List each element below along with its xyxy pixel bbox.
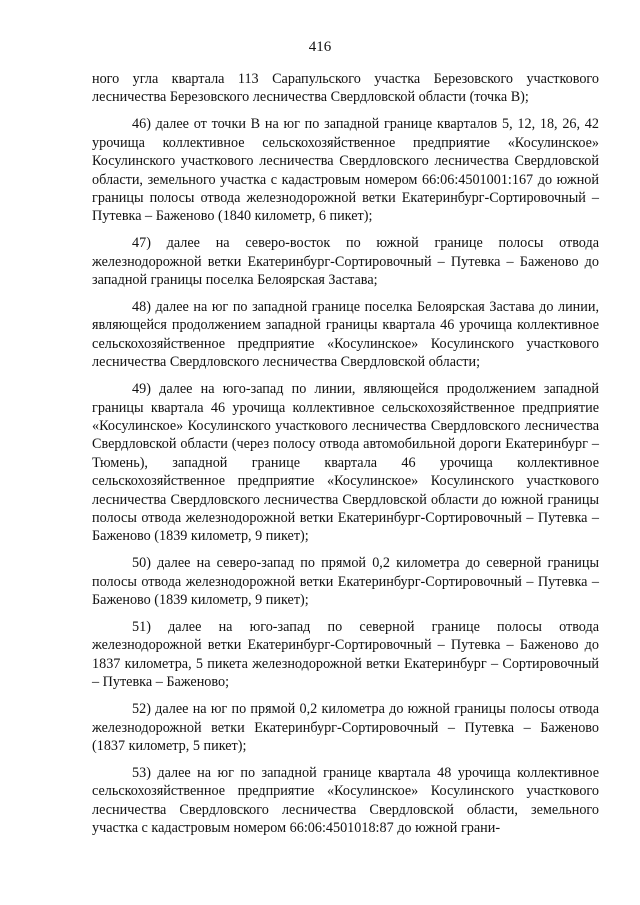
paragraph-50: 50) далее на северо-запад по прямой 0,2 километра до северной границы полосы отвода железнодорожной ветки Екатеринбург-Сортировочный – Путевка – Баженово (1839 километр, 9 пикет);: [92, 555, 599, 609]
paragraph-52: 52) далее на юг по прямой 0,2 километра до южной границы полосы отвода железнодорожной ветки Екатеринбург-Сортировочный – Путевка – Баженово (1837 километр, 5 пикет);: [92, 701, 599, 754]
paragraph-continuation: ного угла квартала 113 Сарапульского участка Березовского участкового лесничества Березовского лесничества Свердловской области (точка В);: [92, 71, 599, 106]
page-number: 416: [308, 39, 332, 55]
paragraph-53: 53) далее на юг по западной границе квартала 48 урочища коллективное сельскохозяйственное предприятие «Косулинское» Косулинского участкового лесничества Свердловского лесничества Свердловской области, земельного участка с кадастровым номером 66:06:4501018:87 до южной грани-: [92, 764, 599, 837]
paragraph-51: 51) далее на юго-запад по северной границе полосы отвода железнодорожной ветки Екатеринбург-Сортировочный – Путевка – Баженово до 1837 километра, 5 пикета железнодорожной ветки Екатеринбург – Сортировочный – Путевка – Баженово;: [92, 618, 599, 691]
paragraph-47: 47) далее на северо-восток по южной границе полосы отвода железнодорожной ветки Екатеринбург-Сортировочный – Путевка – Баженово до западной границы поселка Белоярская Застава;: [92, 235, 599, 289]
paragraph-48: 48) далее на юг по западной границе поселка Белоярская Застава до линии, являющейся продолжением западной границы квартала 46 урочища коллективное сельскохозяйственное предприятие «Косулинское» Косулинского участкового лесничества Свердловского лесничества Свердловской области;: [92, 298, 599, 371]
paragraph-46: 46) далее от точки В на юг по западной границе кварталов 5, 12, 18, 26, 42 урочища коллективное сельскохозяйственное предприятие «Косулинское» Косулинского участкового лесничества Свердловского лесничества Свердловской области, земельного участка с кадастровым номером 66:06:4501001:167 до южной границы полосы отвода железнодорожной ветки Екатеринбург-Сортировочный – Путевка – Баженово (1840 километр, 6 пикет);: [92, 116, 599, 225]
document-body: [92, 70, 599, 846]
paragraph-49: 49) далее на юго-запад по линии, являющейся продолжением западной границы квартала 46 урочища коллективное сельскохозяйственное предприятие «Косулинское» Косулинского участкового лесничества Свердловского лесничества Свердловской области (через полосу отвода автомобильной дороги Екатеринбург – Тюмень), западной границе квартала 46 урочища коллективное сельскохозяйственное предприятие «Косулинское» Косулинского участкового лесничества Свердловского лесничества Свердловской области до южной границы полосы отвода железнодорожной ветки Екатеринбург-Сортировочный – Путевка – Баженово (1839 километр, 9 пикет);: [92, 381, 599, 545]
